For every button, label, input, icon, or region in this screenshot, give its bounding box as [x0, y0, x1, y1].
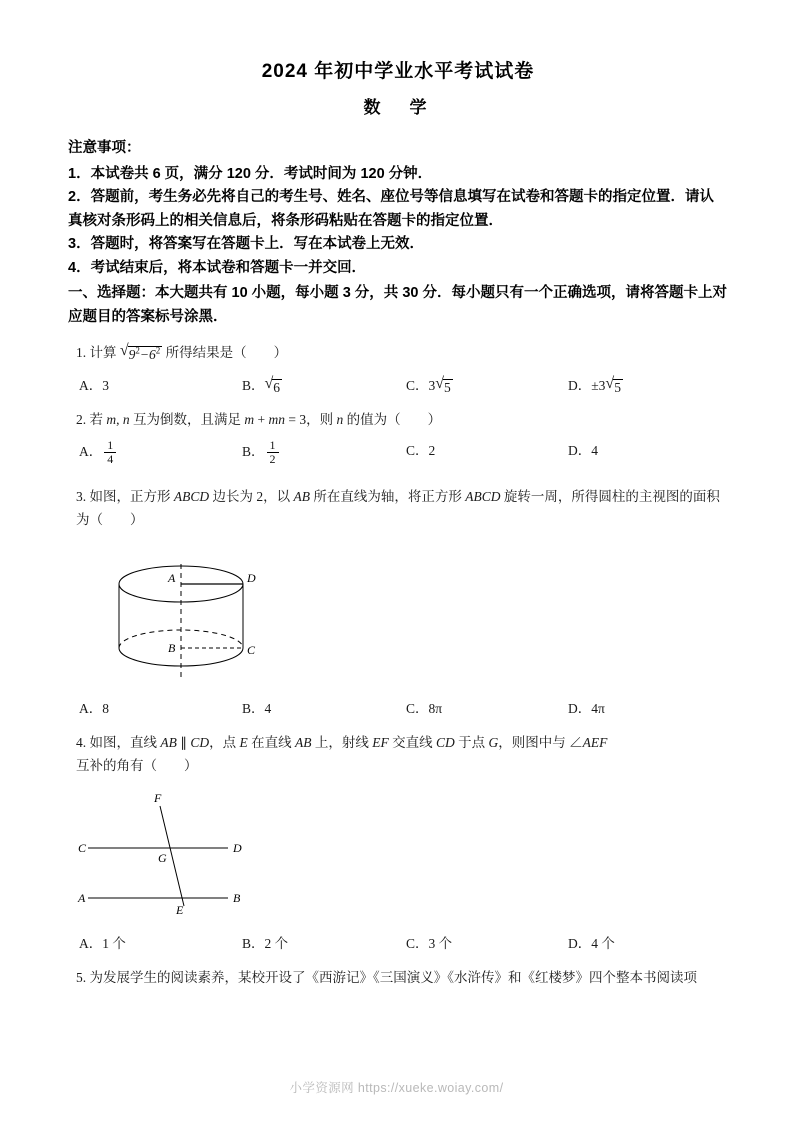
question-2-option-b[interactable]: B． $\frac{1}{2}$ [242, 439, 281, 468]
question-1-option-b[interactable]: B．√6 [242, 375, 281, 396]
question-4-option-d[interactable]: D．4 个 [568, 936, 615, 952]
question-3 [76, 485, 728, 719]
notice-item-4: 4．考试结束后，将本试卷和答题卡一并交回． [68, 259, 367, 276]
question-4-option-c[interactable]: C．3 个 [406, 936, 453, 952]
page-title: 2024 年初中学业水平考试试卷 [261, 61, 535, 82]
question-5-number: 5. [76, 970, 87, 986]
question-2 [76, 408, 728, 473]
question-2-options [76, 439, 728, 473]
question-4-stem: 4. 如图，直线 AB ∥ CD，点 E 在直线 AB 上，射线 EF 交直线 CD 于点 G，则图中与 ∠AEF 互补的角有（ ） [76, 734, 608, 774]
question-5-stem [76, 966, 728, 990]
question-3-option-a[interactable]: A．8 [79, 700, 109, 716]
subject-title: 数 学 [363, 98, 433, 117]
question-5 [76, 966, 728, 990]
fraction-one-half: $\frac{1}{2}$ [267, 439, 279, 468]
label-A: A [78, 890, 86, 905]
question-4-option-b[interactable]: B．2 个 [242, 936, 289, 952]
question-5-stem-text: 为发展学生的阅读素养，某校开设了《西游记》《三国演义》《水浒传》和《红楼梦》四个整本书阅读项 [89, 970, 697, 986]
question-2-option-c[interactable]: C．2 [406, 442, 436, 458]
notice-item-1: 1．本试卷共 6 页，满分 120 分．考试时间为 120 分钟． [68, 166, 433, 182]
label-B: B [233, 890, 241, 905]
cylinder-diagram [76, 542, 306, 682]
label-B: B [168, 640, 176, 655]
watermark: 小学资源网 https://xueke.woiay.com/ [289, 1081, 504, 1095]
question-1-radical [120, 343, 162, 367]
question-2-stem: 2. 若 m, n 互为倒数，且满足 m + mn = 3，则 n 的值为（ ） [76, 412, 442, 428]
fraction-one-quarter: $\frac{1}{4}$ [104, 439, 116, 468]
question-1-stem-pre: 计算 [89, 345, 117, 361]
question-2-option-d[interactable]: D．4 [568, 442, 598, 458]
question-4 [76, 731, 728, 955]
label-G: G [158, 850, 167, 865]
label-A: A [168, 570, 176, 585]
question-3-option-d[interactable]: D．4π [568, 700, 605, 716]
parallel-lines-diagram [76, 788, 306, 918]
label-E: E [176, 902, 184, 917]
radicand: $9^2-6^2$ [128, 345, 161, 363]
question-3-option-b[interactable]: B．4 [242, 700, 272, 716]
question-1-number: 1. [76, 345, 87, 361]
label-F: F [154, 790, 162, 805]
question-3-figure [76, 542, 728, 690]
question-2-option-a[interactable]: A． $\frac{1}{4}$ [79, 439, 118, 468]
paper-content [68, 56, 728, 990]
question-1-options [76, 374, 728, 396]
question-1-option-a[interactable]: A．3 [79, 378, 109, 394]
question-1-stem [76, 341, 728, 367]
question-3-number: 3. [76, 488, 87, 504]
label-D: D [247, 570, 256, 585]
label-C: C [78, 840, 87, 855]
label-D: D [233, 840, 242, 855]
question-1 [76, 341, 728, 396]
section-heading: 一、选择题：本大题共有 10 小题，每小题 3 分，共 30 分．每小题只有一个正确选项，请将答题卡上对应题目的答案标号涂黑． [68, 285, 727, 325]
question-2-number: 2. [76, 412, 87, 428]
notice-item-3: 3．答题时，将答案写在答题卡上．写在本试卷上无效． [68, 236, 425, 253]
question-3-option-c[interactable]: C．8π [406, 700, 443, 716]
label-C: C [247, 642, 256, 657]
question-4-option-a[interactable]: A．1 个 [79, 936, 126, 952]
question-3-options [76, 697, 728, 719]
question-4-figure [76, 788, 728, 926]
radical-sign-icon: √ [119, 342, 129, 360]
question-1-option-c[interactable]: C．3√5 [406, 375, 451, 396]
question-4-number: 4. [76, 734, 87, 750]
question-1-option-d[interactable]: D．±3√5 [568, 375, 621, 396]
notice-item-2: 2．答题前，考生务必先将自己的考生号、姓名、座位号等信息填写在试卷和答题卡的指定位置．请认真核对条形码上的相关信息后，将条形码粘贴在答题卡的指定位置． [68, 189, 715, 229]
question-4-options [76, 932, 728, 954]
question-3-stem: 3. 如图，正方形 ABCD 边长为 2，以 AB 所在直线为轴，将正方形 ABCD 旋转一周，所得圆柱的主视图的面积为（ ） [76, 488, 720, 528]
notice-heading: 注意事项： [68, 140, 141, 156]
question-1-stem-post: 所得结果是（ ） [165, 345, 288, 361]
